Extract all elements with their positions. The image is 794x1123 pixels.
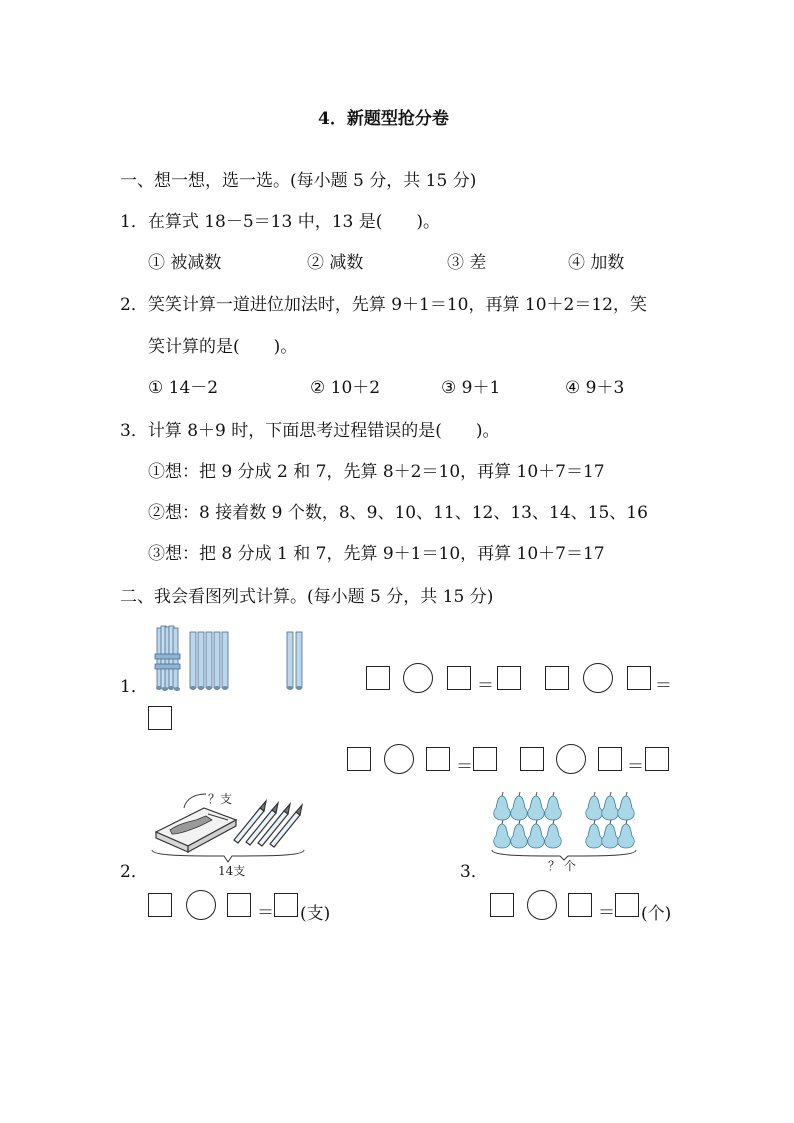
q1-option-4[interactable]: ④ 加数 (568, 253, 625, 273)
equals-sign: ＝ (627, 757, 644, 777)
q1-stem: 1．在算式 18－5＝13 中，13 是( )。 (120, 212, 441, 232)
operator-circle[interactable] (556, 744, 586, 774)
pear-icon (545, 820, 561, 848)
s2-q3-number: 3． (460, 862, 488, 882)
pear-icon (545, 792, 561, 820)
unit-label: (个) (641, 904, 672, 924)
answer-box[interactable] (568, 893, 592, 917)
q2-option-1[interactable]: ① 14－2 (148, 378, 219, 398)
pear-icon (586, 820, 602, 848)
sticks-illustration (150, 624, 320, 694)
q2-option-4[interactable]: ④ 9＋3 (565, 378, 625, 398)
q3-stem: 3．计算 8＋9 时，下面思考过程错误的是( )。 (120, 421, 500, 441)
operator-circle[interactable] (583, 663, 613, 693)
q3-option-3[interactable]: ③想：把 8 分成 1 和 7，先算 9＋1＝10，再算 10＋7＝17 (148, 544, 605, 564)
pear-icon (528, 792, 544, 820)
equals-sign: ＝ (655, 676, 672, 696)
q1-option-2[interactable]: ② 减数 (307, 253, 364, 273)
two-sticks-icon (287, 632, 302, 690)
answer-box[interactable] (545, 666, 569, 690)
five-sticks-icon (190, 632, 228, 690)
answer-box[interactable] (490, 893, 514, 917)
equals-sign: ＝ (257, 903, 274, 923)
pears-illustration (486, 790, 646, 880)
operator-circle[interactable] (527, 890, 557, 920)
s2-q2-number: 2． (120, 862, 148, 882)
pear-icon (511, 820, 527, 848)
equals-sign: ＝ (477, 676, 494, 696)
answer-box[interactable] (347, 747, 371, 771)
pencils-icon (234, 801, 302, 847)
pear-icon (602, 820, 618, 848)
operator-circle[interactable] (403, 663, 433, 693)
pear-icon (602, 792, 618, 820)
operator-circle[interactable] (384, 744, 414, 774)
pear-icon (494, 820, 510, 848)
q2-stem-line1: 2．笑笑计算一道进位加法时，先算 9＋1＝10，再算 10＋2＝12，笑 (120, 295, 647, 315)
pic-question-label: ？支 (208, 792, 233, 806)
stick-bundle-icon (155, 626, 180, 691)
section2-heading: 二、我会看图列式计算。(每小题 5 分，共 15 分) (120, 587, 494, 607)
answer-box[interactable] (645, 747, 669, 771)
q2-option-2[interactable]: ② 10＋2 (310, 378, 381, 398)
unit-label: (支) (300, 904, 331, 924)
answer-box[interactable] (274, 893, 298, 917)
answer-box[interactable] (497, 666, 521, 690)
page-title: 4．新题型抢分卷 (318, 109, 449, 129)
answer-box[interactable] (520, 747, 544, 771)
pencil-case-icon (156, 808, 236, 852)
s2-q1-number: 1． (120, 677, 148, 697)
pencils-illustration (148, 786, 323, 878)
equals-sign: ＝ (598, 903, 615, 923)
answer-box[interactable] (598, 747, 622, 771)
answer-box[interactable] (473, 747, 497, 771)
answer-box[interactable] (627, 666, 651, 690)
pear-icon (618, 820, 634, 848)
answer-box[interactable] (615, 893, 639, 917)
section1-heading: 一、想一想，选一选。(每小题 5 分，共 15 分) (120, 171, 477, 191)
answer-box[interactable] (148, 893, 172, 917)
pic-question-label: ？ 个 (548, 859, 576, 873)
answer-box[interactable] (148, 706, 172, 730)
pear-icon (618, 792, 634, 820)
pear-icon (494, 792, 510, 820)
operator-circle[interactable] (186, 890, 216, 920)
q1-option-3[interactable]: ③ 差 (447, 253, 487, 273)
pear-icon (586, 792, 602, 820)
q1-option-1[interactable]: ① 被减数 (148, 253, 222, 273)
answer-box[interactable] (227, 893, 251, 917)
q2-option-3[interactable]: ③ 9＋1 (441, 378, 501, 398)
answer-box[interactable] (366, 666, 390, 690)
pear-icon (511, 792, 527, 820)
pic-total-label: 14支 (218, 864, 246, 878)
q3-option-1[interactable]: ①想：把 9 分成 2 和 7，先算 8＋2＝10，再算 10＋7＝17 (148, 462, 605, 482)
answer-box[interactable] (447, 666, 471, 690)
q2-stem-line2: 笑计算的是( )。 (148, 337, 298, 357)
equals-sign: ＝ (456, 757, 473, 777)
q3-option-2[interactable]: ②想：8 接着数 9 个数，8、9、10、11、12、13、14、15、16 (148, 503, 648, 523)
pear-icon (528, 820, 544, 848)
answer-box[interactable] (426, 747, 450, 771)
